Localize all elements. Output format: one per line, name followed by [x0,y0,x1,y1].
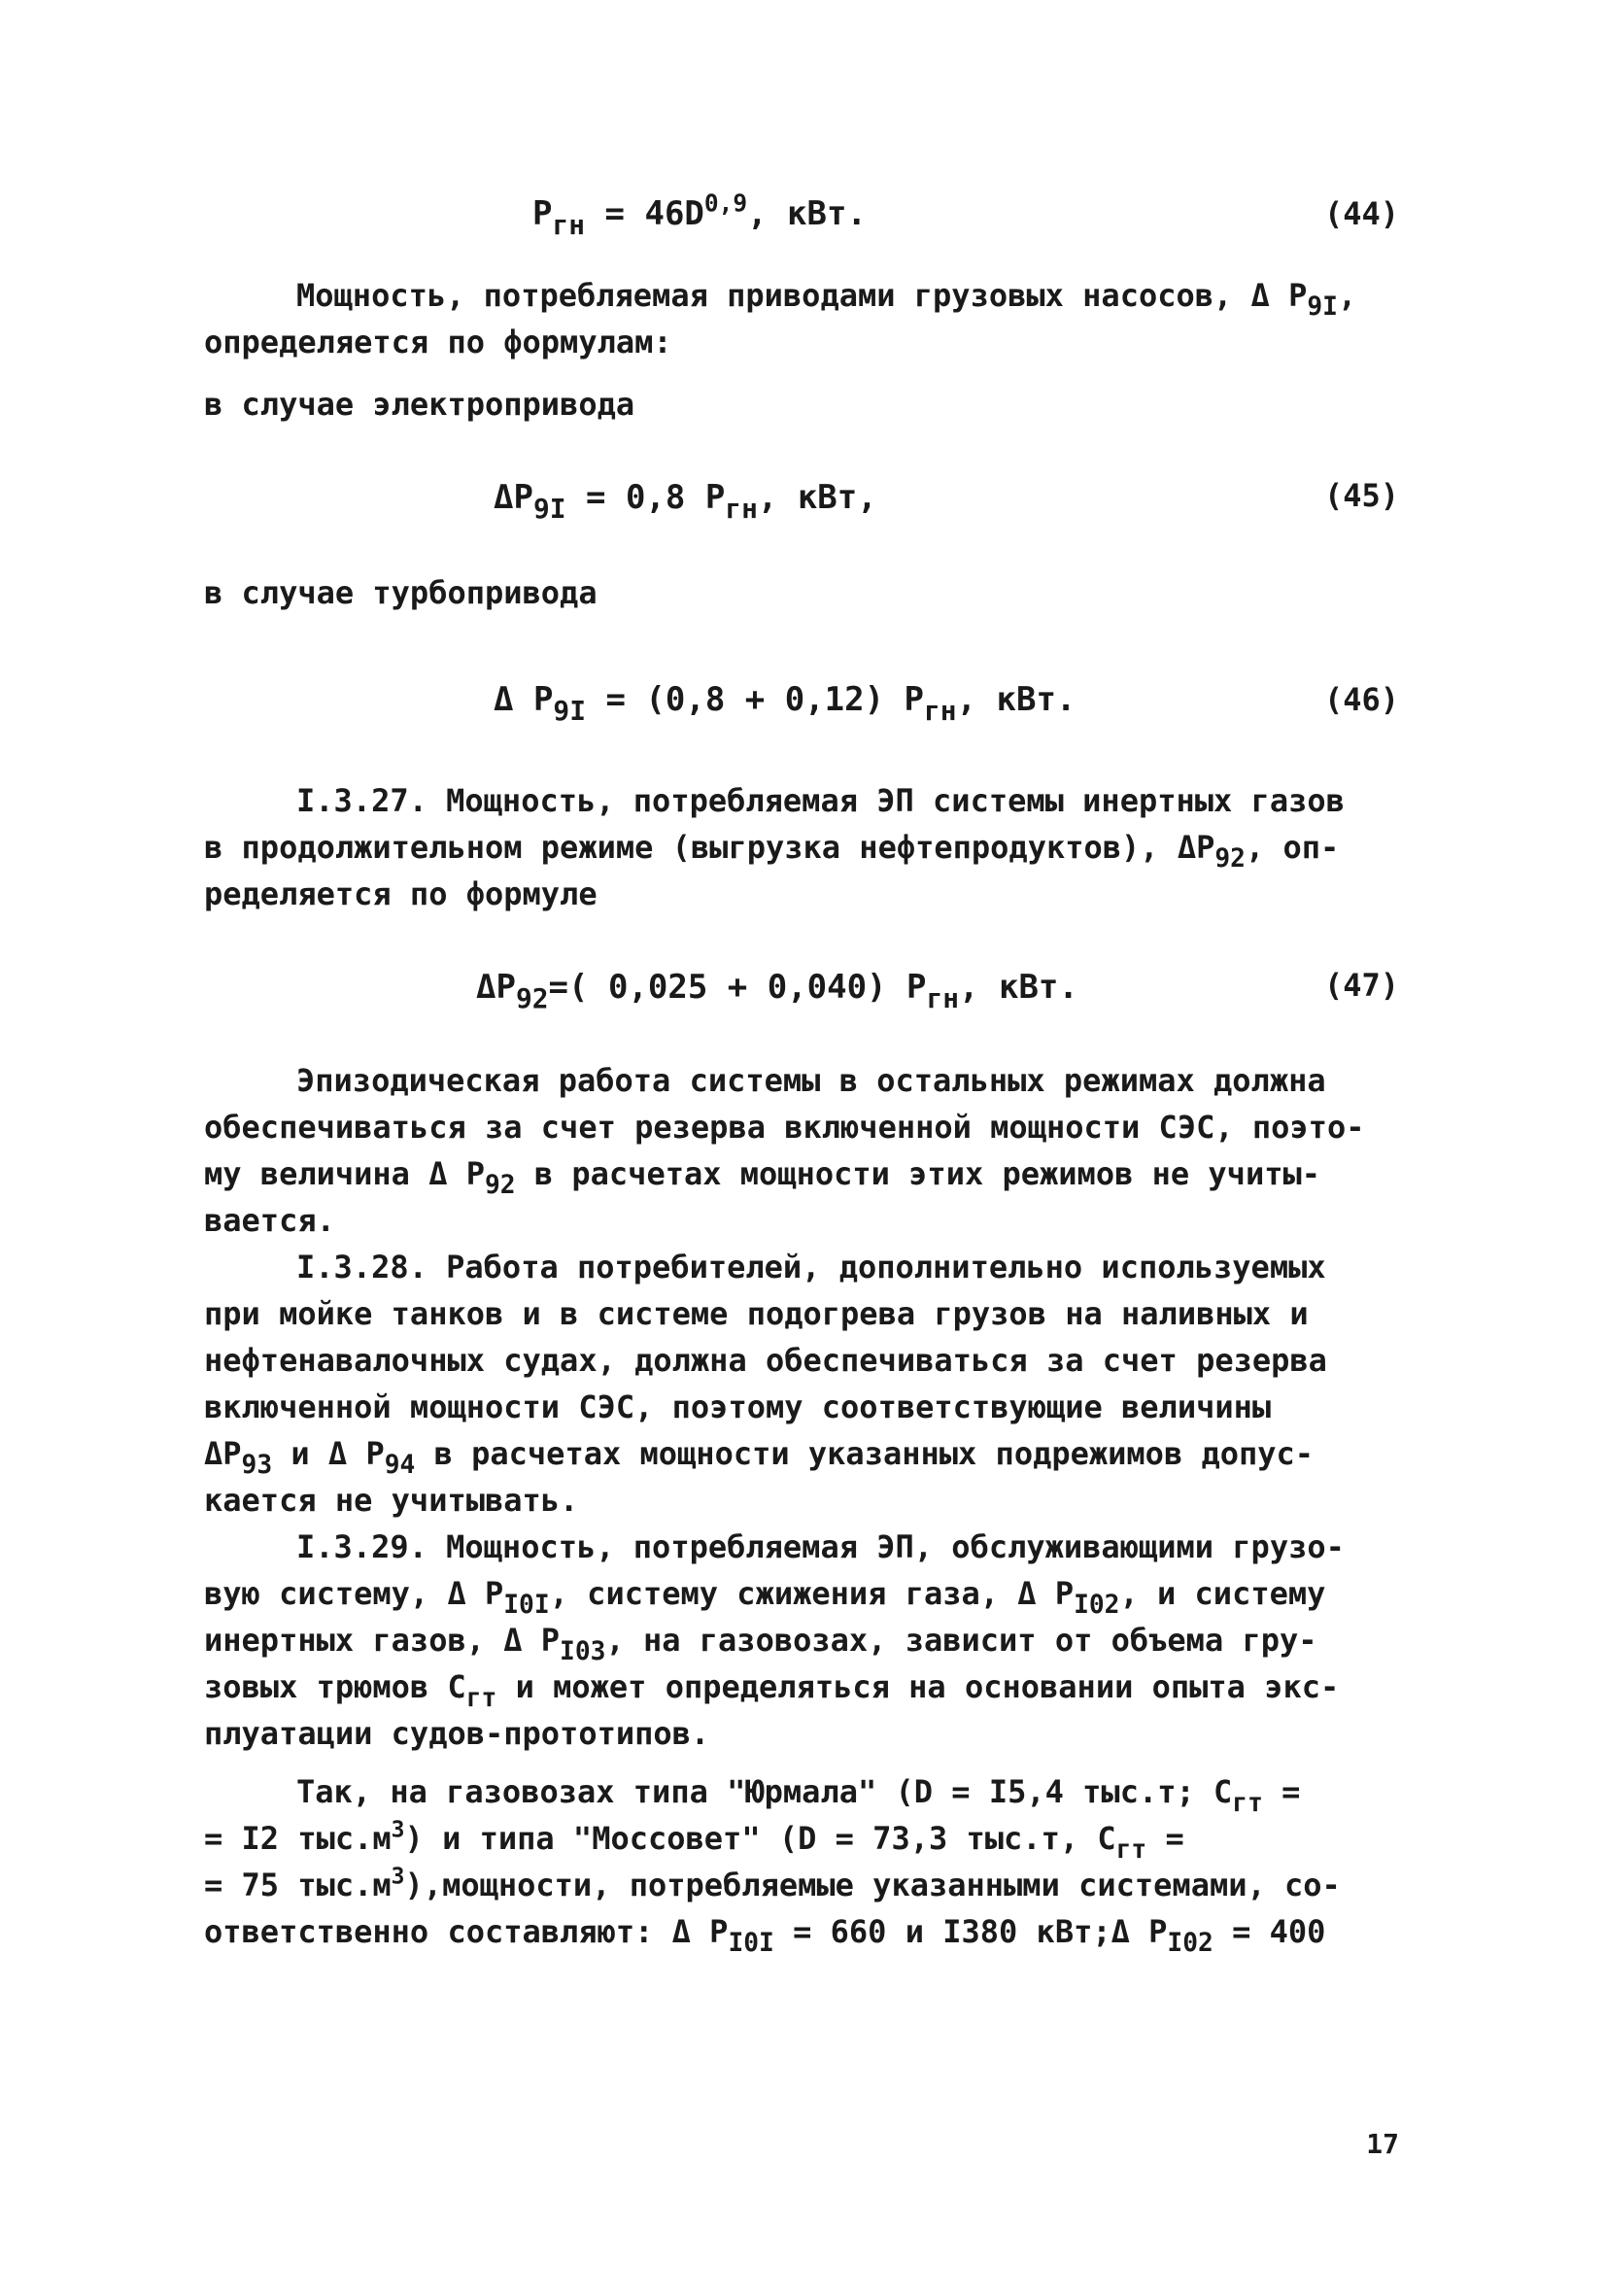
equation-number-46: (46) [1323,681,1399,718]
formula-45-b: = 0,8 P [565,478,726,517]
episodic-line3-sub: 92 [484,1171,516,1201]
para128-line4: включенной мощности СЭС, поэтому соответствующие величины [204,1388,1272,1425]
formula-44-p: P [532,194,553,233]
formula-47-b: =( 0,025 + 0,040) P [548,968,927,1007]
para129-line4-a: зовых трюмов C [204,1668,466,1705]
para127-line1: I.3.27. Мощность, потребляемая ЭП системы инертных газов [296,782,1345,819]
para128-line5-sub1: 93 [241,1451,273,1481]
tak-line1-a: Так, на газовозах типа "Юрмала" (D = I5,4 тыс.т; C [296,1773,1233,1810]
formula-44 [532,188,867,241]
tak-line4-sub2: I02 [1167,1929,1213,1959]
para1-line1 [296,272,1399,323]
tak-line2 [204,1815,1399,1866]
para129-line3-sub: I03 [560,1637,606,1667]
para129-line3-b: , на газовозах, зависит от объема гру- [605,1622,1317,1659]
para129-line2-sub2: I02 [1074,1591,1120,1621]
episodic-line1: Эпизодическая работа системы в остальных режимах должна [296,1062,1326,1099]
tak-line3 [204,1862,1399,1908]
tak-line2-sup: 3 [391,1817,405,1843]
tak-line4-c: = 400 [1213,1913,1326,1950]
formula-47-a-sub: 92 [515,981,549,1014]
episodic-line3 [204,1150,1399,1201]
para129-line4-b: и может определяться на основании опыта экс- [496,1668,1340,1705]
tak-line1 [296,1768,1399,1819]
para128-line5-c: в расчетах мощности указанных подрежимов допус- [415,1435,1315,1472]
formula-45-a-sub: 9I [532,492,566,525]
para1-line1-sub: 9I [1307,292,1338,323]
formula-44-mid: = 46D [585,194,704,233]
para129-line3-a: инертных газов, Δ P [204,1622,561,1659]
para128-line5-b: и Δ P [272,1435,385,1472]
formula-45-a: ΔP [494,478,533,517]
tak-line4-b: = 660 и I380 кВт;Δ P [773,1913,1168,1950]
tak-line3-b: ),мощности, потребляемые указанными системами, со- [404,1867,1341,1903]
formula-46-b-sub: гн [924,694,957,727]
formula-47-tail: , кВт. [959,968,1078,1007]
para127-line2-text: в продолжительном режиме (выгрузка нефтепродуктов), ΔP [204,829,1215,866]
para128-line1: I.3.28. Работа потребителей, дополнительно используемых [296,1249,1326,1285]
formula-44-sup: 0,9 [703,188,748,218]
para128-line3: нефтенавалочных судах, должна обеспечиваться за счет резерва [204,1342,1327,1379]
para129-line4 [204,1663,1399,1714]
tak-line2-sub: гт [1115,1835,1147,1866]
formula-45 [494,474,877,525]
tak-line2-b: ) и типа "Моссовет" (D = 73,3 тыс.т, C [404,1820,1116,1857]
formula-46-a-sub: 9I [553,694,586,727]
para1-line1-text: Мощность, потребляемая приводами грузовых насосов, Δ P [296,277,1308,314]
tak-line2-a: = I2 тыс.м [204,1820,392,1857]
tak-line2-c: = [1146,1820,1184,1857]
formula-45-tail: , кВт, [757,478,877,517]
episodic-line3-b: в расчетах мощности этих режимов не учиты- [515,1155,1320,1192]
para129-line5: плуатации судов-прототипов. [204,1715,710,1752]
formula-45-b-sub: гн [725,492,758,525]
page-number: 17 [1366,2128,1399,2160]
para129-line1: I.3.29. Мощность, потребляемая ЭП, обслуживающими грузо- [296,1528,1345,1565]
formula-47-b-sub: гн [926,981,960,1014]
tak-line1-b: = [1262,1773,1301,1810]
para1-line2: определяется по формулам: [204,324,672,360]
tak-line4-sub1: I0I [728,1929,774,1959]
tak-line3-a: = 75 тыс.м [204,1867,392,1903]
para128-line5-a: ΔP [204,1435,242,1472]
para128-line5-sub2: 94 [384,1451,416,1481]
equation-number-44: (44) [1323,195,1399,232]
tak-line4-a: ответственно составляют: Δ P [204,1913,729,1950]
formula-44-tail: , кВт. [747,194,867,233]
tak-line3-sup: 3 [391,1864,405,1890]
episodic-line4: вается. [204,1202,335,1239]
episodic-line3-a: му величина Δ P [204,1155,485,1192]
para129-line4-sub: гт [465,1684,497,1714]
formula-47-a: ΔP [476,968,516,1007]
case-electric-label: в случае электропривода [204,386,635,423]
formula-46-tail: , кВт. [956,680,1076,719]
para129-line2-sub1: I0I [503,1591,550,1621]
equation-number-47: (47) [1323,967,1399,1004]
formula-46 [494,676,1076,727]
para1-line1-tail: , [1337,277,1357,314]
tak-line1-sub: гт [1232,1789,1263,1819]
formula-46-a: Δ P [494,680,554,719]
para127-line2-tail: , оп- [1245,829,1340,866]
para129-line3 [204,1617,1399,1667]
para129-line2-c: , и систему [1119,1575,1326,1612]
para128-line6: кается не учитывать. [204,1482,579,1519]
formula-46-b: = (0,8 + 0,12) P [586,680,924,719]
equation-number-45: (45) [1323,477,1399,514]
tak-line4 [204,1908,1399,1959]
para127-line2 [204,824,1399,874]
para127-line2-sub: 92 [1214,844,1246,874]
formula-47 [476,964,1078,1014]
para127-line3: ределяется по формуле [204,875,598,912]
para129-line2-a: вую систему, Δ P [204,1575,504,1612]
para129-line2-b: , систему сжижения газа, Δ P [549,1575,1075,1612]
case-turbo-label: в случае турбопривода [204,574,598,611]
para128-line2: при мойке танков и в системе подогрева грузов на наливных и [204,1295,1309,1332]
formula-44-sub: гн [552,208,586,241]
para128-line5 [204,1430,1399,1481]
para129-line2 [204,1570,1399,1621]
episodic-line2: обеспечиваться за счет резерва включенной мощности СЭС, поэто- [204,1109,1365,1146]
